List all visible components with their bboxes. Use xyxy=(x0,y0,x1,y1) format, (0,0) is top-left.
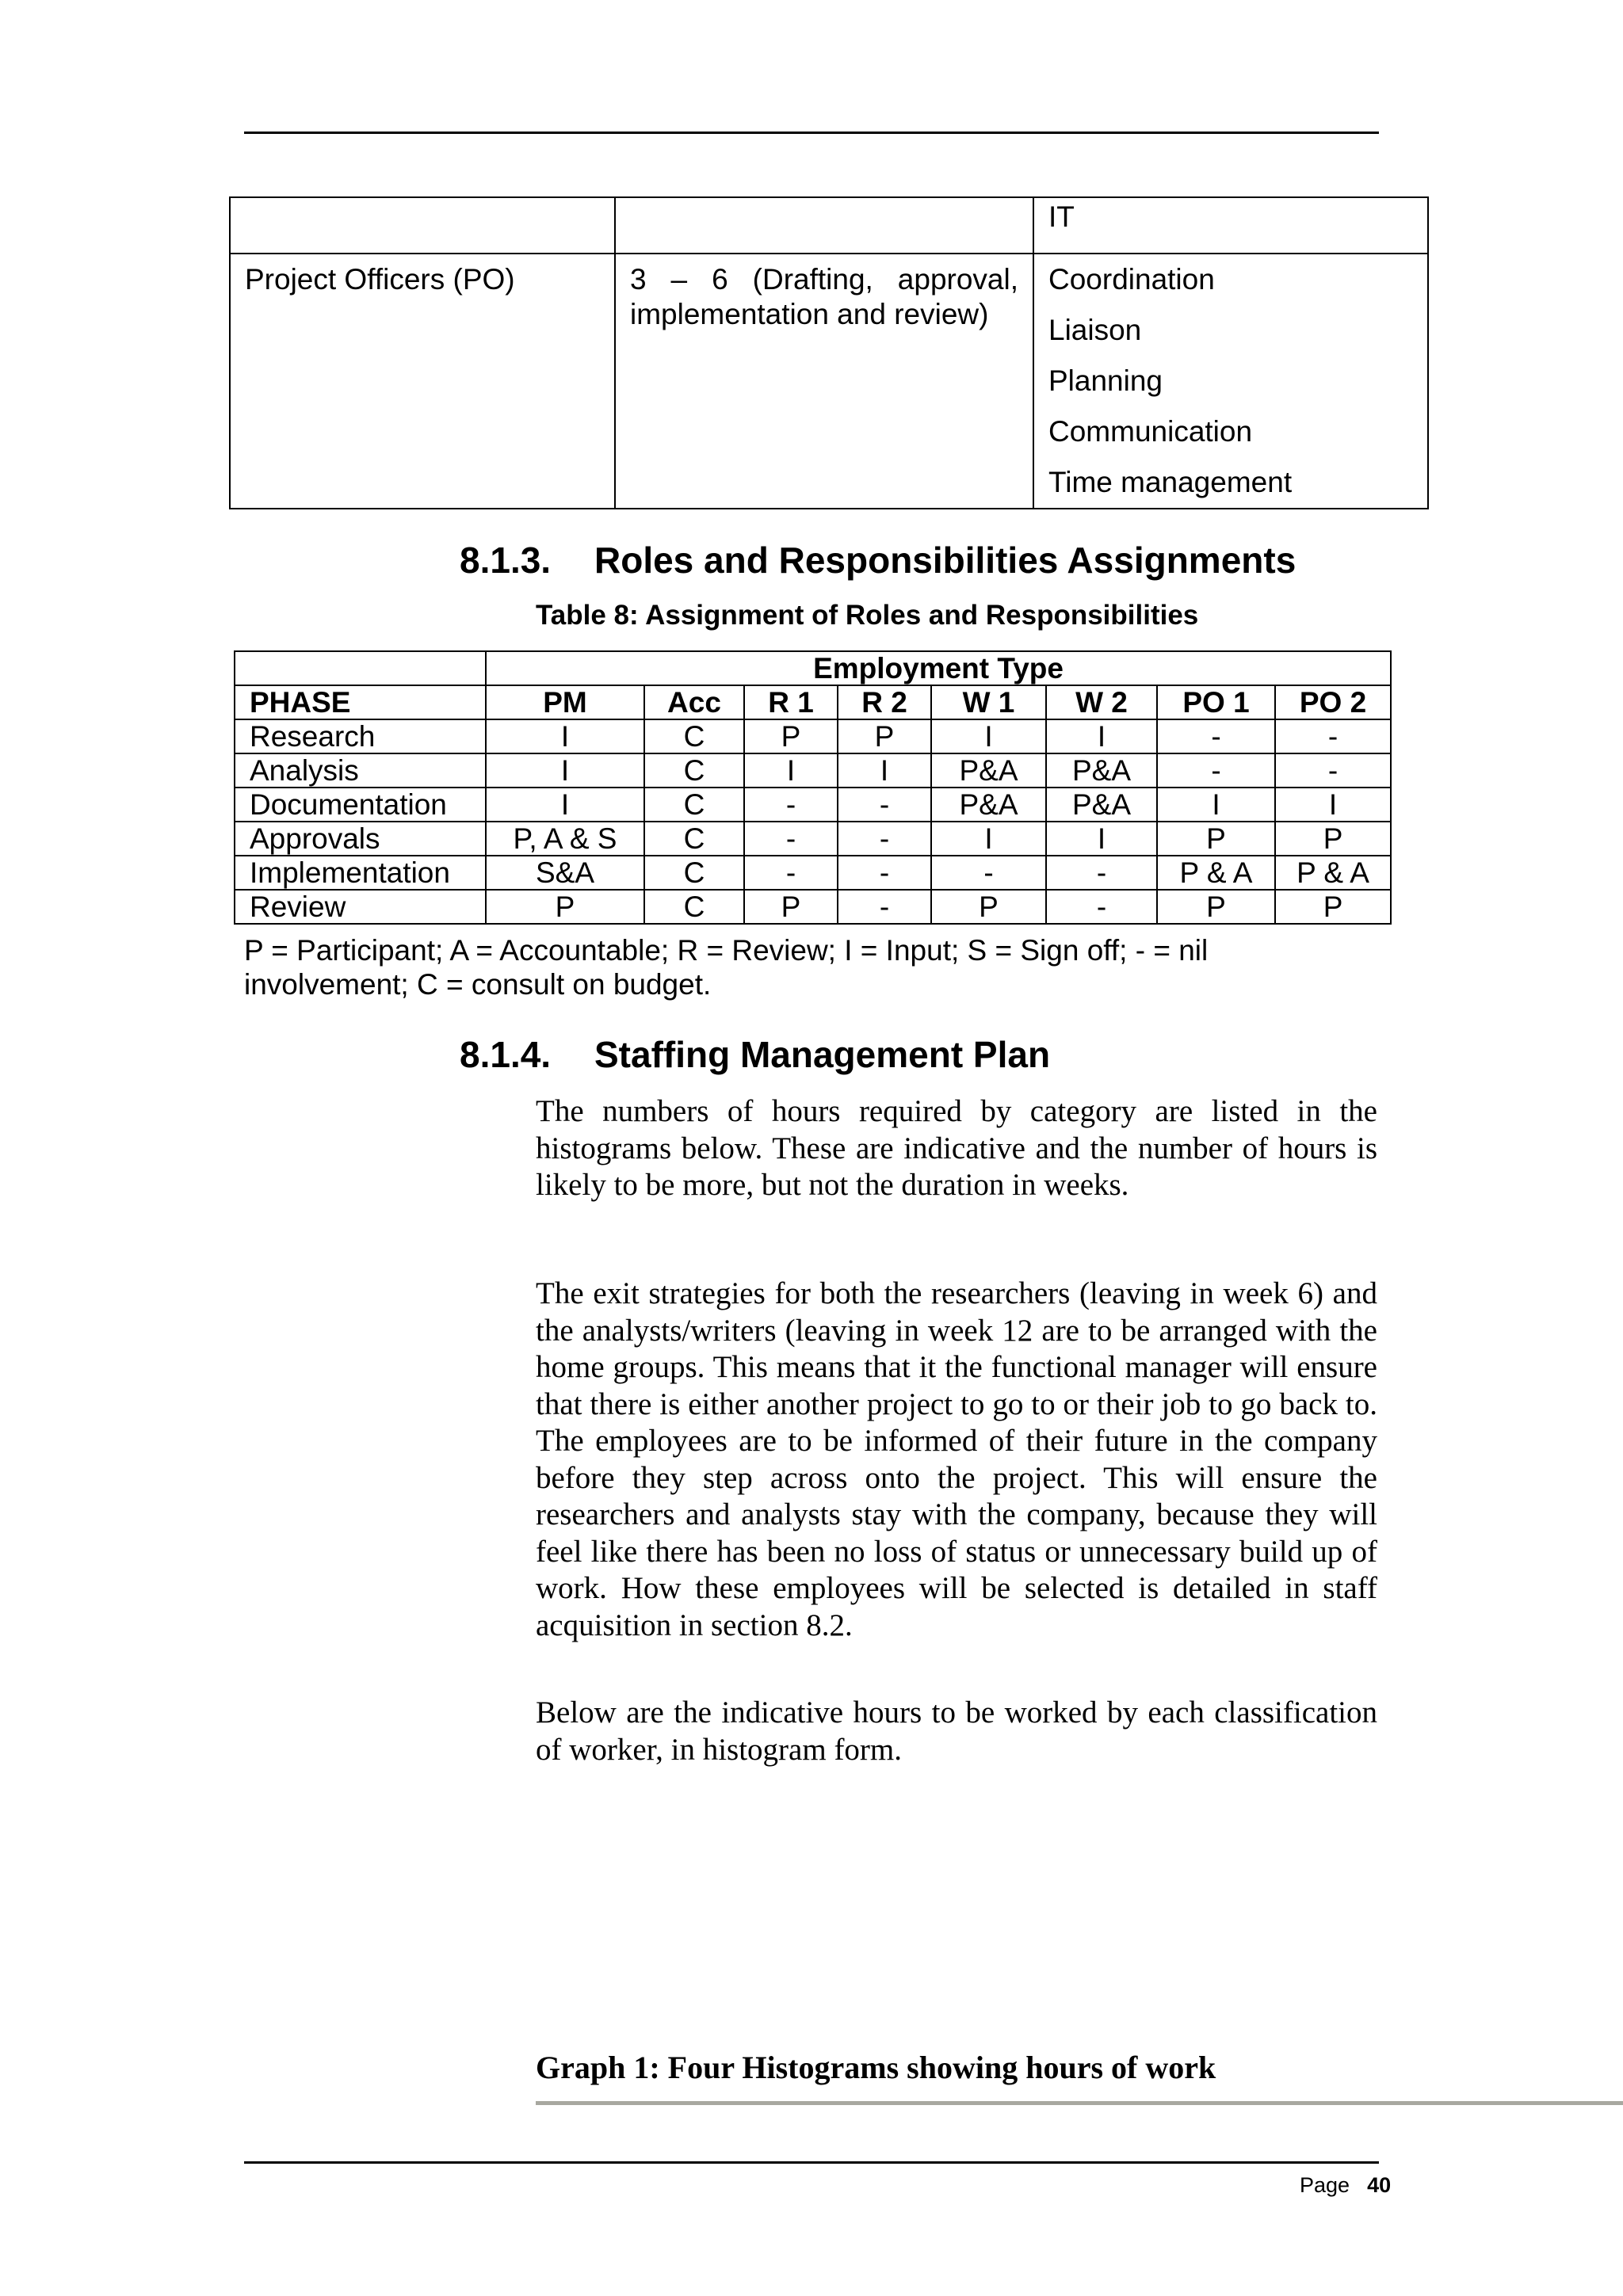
skills-cell xyxy=(1033,254,1428,509)
table-row xyxy=(235,719,1391,753)
footer-rule xyxy=(244,2161,1379,2164)
table-row xyxy=(235,822,1391,856)
graph-caption: Graph 1: Four Histograms showing hours of work xyxy=(536,2050,1216,2085)
table-cell: C xyxy=(644,753,744,788)
column-header: W 1 xyxy=(931,685,1046,719)
table-cell: C xyxy=(644,719,744,753)
table-cell: P xyxy=(744,719,838,753)
table-legend xyxy=(244,933,1322,1001)
skill-item: IT xyxy=(1048,200,1075,233)
table-cell: C xyxy=(644,890,744,924)
staff-skills-table-continued xyxy=(229,196,1429,509)
column-header-row xyxy=(235,685,1391,719)
phase-line: implementation and review) xyxy=(630,298,989,330)
table-row xyxy=(230,197,1428,254)
table-cell: - xyxy=(838,856,931,890)
table-cell: I xyxy=(931,822,1046,856)
employment-type-header: Employment Type xyxy=(486,651,1391,685)
paragraph-histogram-intro: Below are the indicative hours to be worked by each classification of worker, in histogram form. xyxy=(536,1695,1377,1767)
table-row xyxy=(235,753,1391,788)
phase-cell: Implementation xyxy=(235,856,486,890)
table-row xyxy=(230,254,1428,509)
page-number-value: 40 xyxy=(1367,2173,1392,2197)
phase-cell: Approvals xyxy=(235,822,486,856)
table-cell: P&A xyxy=(931,788,1046,822)
skills-cell xyxy=(1033,197,1428,254)
table-cell: P xyxy=(931,890,1046,924)
column-header: PO 1 xyxy=(1157,685,1275,719)
table-cell: P xyxy=(1275,822,1391,856)
column-header: PHASE xyxy=(235,685,486,719)
table-cell: I xyxy=(931,719,1046,753)
table-cell: - xyxy=(1046,856,1157,890)
table-cell: - xyxy=(744,788,838,822)
section-number: 8.1.4. xyxy=(460,1034,552,1075)
table-cell: - xyxy=(1046,890,1157,924)
section-heading-8-1-3 xyxy=(460,539,1296,582)
section-title: Roles and Responsibilities Assignments xyxy=(594,540,1296,581)
table-cell: P xyxy=(1275,890,1391,924)
column-header: Acc xyxy=(644,685,744,719)
table-cell: I xyxy=(486,753,644,788)
roles-table-body xyxy=(235,719,1391,924)
table-cell: S&A xyxy=(486,856,644,890)
table-cell: - xyxy=(838,788,931,822)
table-cell: I xyxy=(1046,822,1157,856)
table-cell: I xyxy=(486,788,644,822)
table-cell: - xyxy=(1275,719,1391,753)
phase-cell xyxy=(615,254,1033,509)
table-cell: P, A & S xyxy=(486,822,644,856)
phase-cell: Review xyxy=(235,890,486,924)
section-heading-8-1-4 xyxy=(460,1033,1050,1076)
legend-line: involvement; C = consult on budget. xyxy=(244,968,712,1001)
page-label: Page xyxy=(1300,2173,1350,2197)
table-cell: C xyxy=(644,822,744,856)
phase-cell: Research xyxy=(235,719,486,753)
table-cell: - xyxy=(1275,753,1391,788)
graph-divider xyxy=(536,2101,1623,2105)
table-cell: C xyxy=(644,856,744,890)
table-cell: - xyxy=(744,822,838,856)
table-row xyxy=(235,890,1391,924)
table-cell: P&A xyxy=(1046,753,1157,788)
role-cell xyxy=(230,197,615,254)
column-header: PM xyxy=(486,685,644,719)
section-title: Staffing Management Plan xyxy=(594,1034,1051,1075)
phase-cell: Analysis xyxy=(235,753,486,788)
page-number xyxy=(1300,2173,1391,2198)
table-cell: P xyxy=(1157,890,1275,924)
column-header: R 2 xyxy=(838,685,931,719)
table-cell: P & A xyxy=(1275,856,1391,890)
table-cell: P xyxy=(1157,822,1275,856)
skill-item: Liaison xyxy=(1048,314,1142,346)
role-cell: Project Officers (PO) xyxy=(230,254,615,509)
column-header: PO 2 xyxy=(1275,685,1391,719)
table-cell: - xyxy=(1157,719,1275,753)
skill-item: Planning xyxy=(1048,364,1163,397)
table-cell: - xyxy=(744,856,838,890)
table-cell: - xyxy=(838,890,931,924)
skill-item: Time management xyxy=(1048,466,1293,498)
table-cell: I xyxy=(1275,788,1391,822)
column-header: R 1 xyxy=(744,685,838,719)
table-cell: P&A xyxy=(1046,788,1157,822)
table-cell: P & A xyxy=(1157,856,1275,890)
table-caption: Table 8: Assignment of Roles and Responsibilities xyxy=(536,600,1199,631)
paragraph-exit-strategies: The exit strategies for both the researchers (leaving in week 6) and the analysts/writers (leaving in week 12 are to be arranged with the home groups. This means that it the functional manager will ensure that there is either another project to go to or their job to go back to. The employees are to be informed of their future in the company before they step across onto the project. This will ensure the researchers and analysts stay with the company, because they will feel like there has been no loss of status or unnecessary build up of work. How these employees will be selected is detailed in staff acquisition in section 8.2. xyxy=(536,1276,1377,1642)
table-row xyxy=(235,856,1391,890)
skill-item: Coordination xyxy=(1048,263,1215,296)
table-cell: I xyxy=(838,753,931,788)
table-cell: P xyxy=(838,719,931,753)
table-cell: P xyxy=(744,890,838,924)
phase-cell: Documentation xyxy=(235,788,486,822)
paragraph-hours-intro: The numbers of hours required by category are listed in the histograms below. These are indicative and the number of hours is likely to be more, but not the duration in weeks. xyxy=(536,1094,1377,1202)
table-cell: - xyxy=(931,856,1046,890)
column-header: W 2 xyxy=(1046,685,1157,719)
table-cell: - xyxy=(838,822,931,856)
skill-item: Communication xyxy=(1048,415,1253,448)
table-row xyxy=(235,788,1391,822)
roles-responsibilities-table xyxy=(234,650,1392,925)
table-cell: C xyxy=(644,788,744,822)
table-cell: I xyxy=(486,719,644,753)
phase-cell xyxy=(615,197,1033,254)
table-cell: I xyxy=(1157,788,1275,822)
table-cell: I xyxy=(1046,719,1157,753)
table-cell: I xyxy=(744,753,838,788)
legend-line: P = Participant; A = Accountable; R = Review; I = Input; S = Sign off; - = nil xyxy=(244,934,1209,967)
section-number: 8.1.3. xyxy=(460,540,552,581)
group-header-row xyxy=(235,651,1391,685)
table-cell: - xyxy=(1157,753,1275,788)
empty-header-cell xyxy=(235,651,486,685)
header-rule xyxy=(244,132,1379,134)
table-cell: P&A xyxy=(931,753,1046,788)
table-cell: P xyxy=(486,890,644,924)
phase-line: 3 – 6 (Drafting, approval, xyxy=(630,263,1018,296)
